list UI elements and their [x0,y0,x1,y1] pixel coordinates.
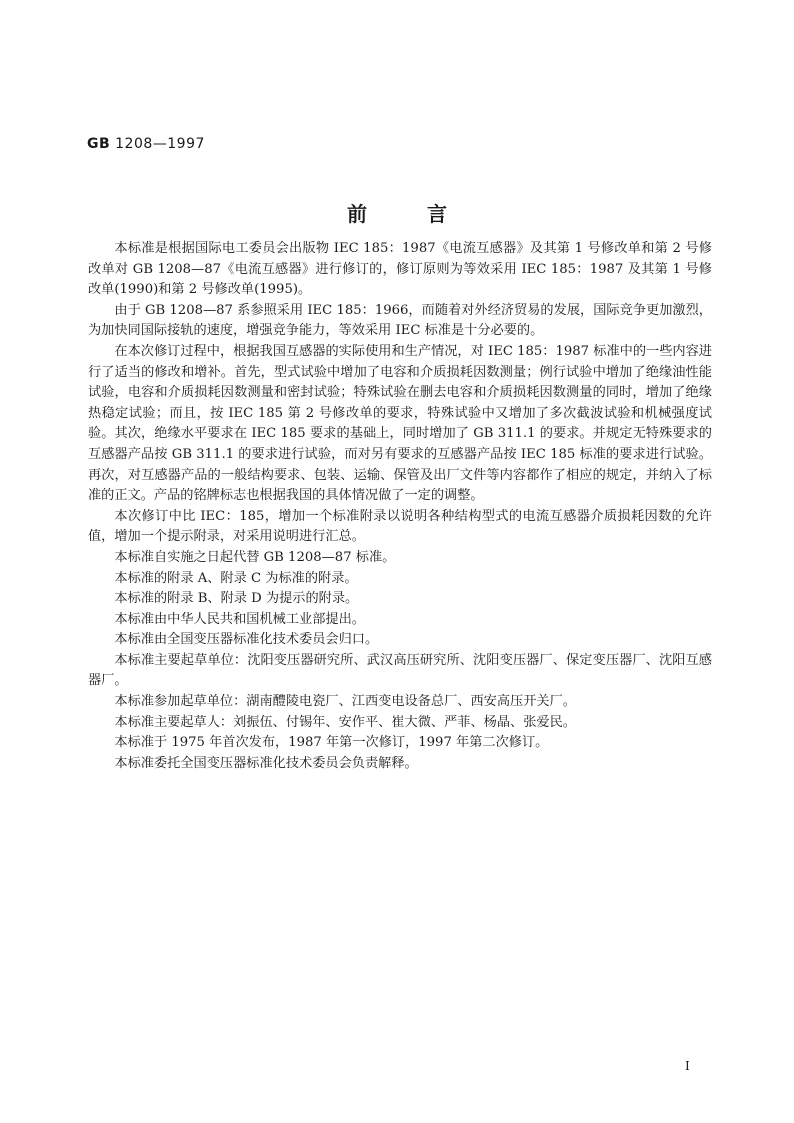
paragraph-normative-annex: 本标准的附录 A、附录 C 为标准的附录。 [114,570,358,586]
title-char-1: 前 [347,202,367,226]
standard-number-header [87,136,205,152]
paragraph-history: 本标准于 1975 年首次发布，1987 年第一次修订，1997 年第二次修订。 [114,735,549,751]
title-char-2: 言 [427,202,447,226]
paragraph-basis: 本标准是根据国际电工委员会出版物 IEC 185：1987《电流互感器》及其第 1 号修改单和第 2 号修改单对 GB 1208—87《电流互感器》进行修订的，修订原则为等效采用 IEC 185：1987 及其第 1 号修改单(1990)和第 2 号修改单(1995)。 [88,241,712,298]
paragraph-revisions: 在本次修订过程中，根据我国互感器的实际使用和生产情况，对 IEC 185：1987 标准中的一些内容进行了适当的修改和增补。首先，型式试验中增加了电容和介质损耗因数测量；例行试验中增加了绝缘油性能试验，电容和介质损耗因数测量和密封试验；特殊试验在删去电容和介质损耗因数测量的同时，增加了绝缘热稳定试验；而且，按 IEC 185 第 2 号修改单的要求，特殊试验中又增加了多次截波试验和机械强度试验。其次，绝缘水平要求在 IEC 185 要求的基础上，同时增加了 GB 311.1 的要求。并规定无特殊要求的互感器产品按 GB 311.1 的要求进行试验，而对另有要求的互感器产品按 IEC 185 标准的要求进行试验。再次，对互感器产品的一般结构要求、包装、运输、保管及出厂文件等内容都作了相应的规定，并纳入了标准的正文。产品的铭牌标志也根据我国的具体情况做了一定的调整。 [88,343,712,504]
paragraph-main-drafters-units: 本标准主要起草单位：沈阳变压器研究所、武汉高压研究所、沈阳变压器厂、保定变压器厂、沈阳互感器厂。 [88,652,712,689]
foreword-body [88,239,712,774]
paragraph-interpretation: 本标准委托全国变压器标准化技术委员会负责解释。 [114,755,418,771]
paragraph-participating-units: 本标准参加起草单位：湖南醴陵电瓷厂、江西变电设备总厂、西安高压开关厂。 [114,694,576,710]
paragraph-appendix-addition: 本次修订中比 IEC：185，增加一个标准附录以说明各种结构型式的电流互感器介质损耗因数的允许值，增加一个提示附录，对采用说明进行汇总。 [88,508,712,545]
standard-prefix: GB [87,136,111,152]
paragraph-main-drafters: 本标准主要起草人：刘振伍、付锡年、安作平、崔大微、严菲、杨晶、张爱民。 [114,714,576,730]
page-title [0,198,794,227]
paragraph-proposed-by: 本标准由中华人民共和国机械工业部提出。 [114,611,365,627]
standard-number: 1208—1997 [115,136,205,152]
paragraph-under-jurisdiction: 本标准由全国变压器标准化技术委员会归口。 [114,632,379,648]
page-number: I [685,1059,690,1073]
paragraph-replaces: 本标准自实施之日起代替 GB 1208—87 标准。 [114,549,396,565]
paragraph-reason: 由于 GB 1208—87 系参照采用 IEC 185：1966，而随着对外经济贸易的发展，国际竞争更加激烈，为加快同国际接轨的速度，增强竞争能力，等效采用 IEC 标准是十分必要的。 [88,302,712,339]
paragraph-informative-annex: 本标准的附录 B、附录 D 为提示的附录。 [114,591,359,607]
